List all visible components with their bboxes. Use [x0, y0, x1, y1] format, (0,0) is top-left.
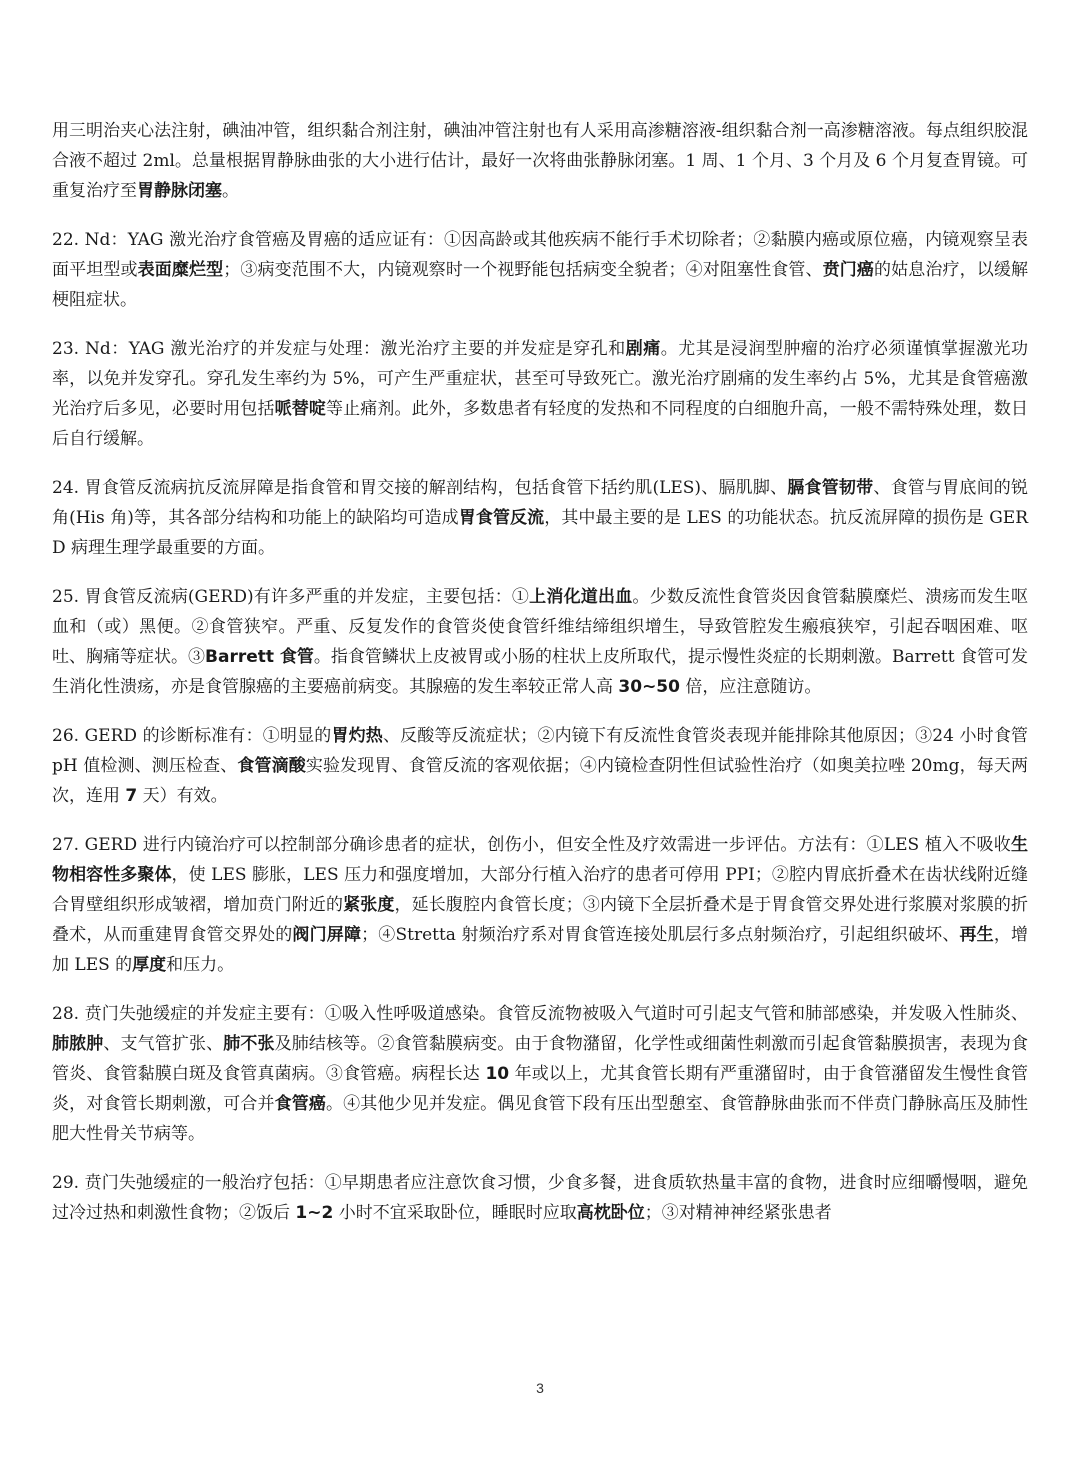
paragraph: [52, 1168, 1028, 1228]
text-run: 。尤其是浸润型肿瘤的治疗必须谨慎掌握激光功率，以免并发穿孔。穿孔发生率约为 5%，可产生严重症状，甚至可导致死亡。激光治疗剧痛的发生率约占 5%，尤其是食管癌激光治疗后多见，必要时用包括: [52, 339, 1029, 419]
bold-term: Barrett 食管: [205, 647, 314, 667]
text-run: 28. 贲门失弛缓症的并发症主要有：①吸入性呼吸道感染。食管反流物被吸入气道时可引起支气管和肺部感染，并发吸入性肺炎、: [52, 1004, 1028, 1024]
bold-term: 7: [125, 786, 138, 806]
text-run: 、食管与胃底间的锐角(His 角)等，其各部分结构和功能上的缺陷均可造成: [52, 478, 1029, 528]
text-run: 。少数反流性食管炎因食管黏膜糜烂、溃疡而发生呕血和（或）黑便。②食管狭窄。严重、反复发作的食管炎使食管纤维结缔组织增生，导致管腔发生瘢痕狭窄，引起吞咽困难、呕吐、胸痛等症状。③: [52, 587, 1029, 667]
text-run: 和压力。: [166, 955, 235, 975]
page-number: 3: [536, 1380, 544, 1396]
text-run: ；④Stretta 射频治疗系对胃食管连接处肌层行多点射频治疗，引起组织破坏、: [361, 925, 960, 945]
text-run: 天）有效。: [137, 786, 228, 806]
bold-term: 高枕卧位: [576, 1203, 645, 1223]
text-run: 29. 贲门失弛缓症的一般治疗包括：①早期患者应注意饮食习惯，少食多餐，进食质软热量丰富的食物，进食时应细嚼慢咽，避免过冷过热和刺激性食物；②饭后: [52, 1173, 1028, 1223]
text-run: 。④其他少见并发症。偶见食管下段有压出型憩室、食管静脉曲张而不伴贲门静脉高压及肺性肥大性骨关节病等。: [52, 1094, 1028, 1144]
bold-term: 胃灼热: [331, 726, 383, 746]
bold-term: 1~2: [295, 1203, 334, 1223]
bold-term: 剧痛: [625, 339, 661, 359]
text-run: 22. Nd：YAG 激光治疗食管癌及胃癌的适应证有：①因高龄或其他疾病不能行手术切除者；②黏膜内癌或原位癌，内镜观察呈表面平坦型或: [52, 230, 1028, 280]
paragraph: [52, 830, 1028, 980]
bold-term: 表面糜烂型: [137, 260, 224, 280]
text-run: 27. GERD 进行内镜治疗可以控制部分确诊患者的症状，创伤小，但安全性及疗效需进一步评估。方法有：①LES 植入不吸收: [52, 835, 1011, 855]
text-run: 24. 胃食管反流病抗反流屏障是指食管和胃交接的解剖结构，包括食管下括约肌(LES)、膈肌脚、: [52, 478, 788, 498]
paragraph: [52, 999, 1028, 1149]
bold-term: 30~50: [618, 677, 680, 697]
bold-term: 哌替啶: [274, 399, 326, 419]
bold-term: 肺脓肿: [52, 1034, 104, 1054]
paragraph: [52, 582, 1028, 702]
bold-term: 厚度: [132, 955, 167, 975]
paragraph: [52, 473, 1028, 563]
text-run: 年或以上，尤其食管长期有严重潴留时，由于食管潴留发生慢性食管炎，对食管长期刺激，可合并: [52, 1064, 1029, 1114]
bold-term: 食管癌: [274, 1094, 326, 1114]
bold-term: 胃食管反流: [458, 508, 545, 528]
document-body: [52, 116, 1028, 1247]
text-run: 23. Nd：YAG 激光治疗的并发症与处理：激光治疗主要的并发症是穿孔和: [52, 339, 626, 359]
bold-term: 上消化道出血: [529, 587, 633, 607]
text-run: 26. GERD 的诊断标准有：①明显的: [52, 726, 332, 746]
text-run: ，增加 LES 的: [52, 925, 1029, 975]
text-run: 25. 胃食管反流病(GERD)有许多严重的并发症，主要包括：①: [52, 587, 530, 607]
paragraph: [52, 225, 1028, 315]
text-run: 倍，应注意随访。: [679, 677, 822, 697]
bold-term: 10: [485, 1064, 510, 1084]
bold-term: 食管滴酸: [237, 756, 306, 776]
text-run: 及肺结核等。②食管黏膜病变。由于食物潴留，化学性或细菌性刺激而引起食管黏膜损害，表现为食管炎、食管黏膜白斑及食管真菌病。③食管癌。病程长达: [52, 1034, 1028, 1084]
bold-term: 肺不张: [223, 1034, 275, 1054]
bold-term: 紧张度: [343, 895, 395, 915]
text-run: 。: [222, 181, 239, 201]
bold-term: 生物相容性多聚体: [52, 835, 1028, 885]
text-run: 的姑息治疗，以缓解梗阻症状。: [52, 260, 1028, 310]
text-run: 实验发现胃、食管反流的客观依据；④内镜检查阴性但试验性治疗（如奥美拉唑 20mg，每天两次，连用: [52, 756, 1029, 806]
bold-term: 再生: [959, 925, 994, 945]
text-run: 。指食管鳞状上皮被胃或小肠的柱状上皮所取代，提示慢性炎症的长期刺激。Barrett 食管可发生消化性溃疡，亦是食管腺癌的主要癌前病变。其腺癌的发生率较正常人高: [52, 647, 1028, 697]
text-run: ；③病变范围不大，内镜观察时一个视野能包括病变全貌者；④对阻塞性食管、: [223, 260, 823, 280]
text-run: ；③对精神神经紧张患者: [644, 1203, 832, 1223]
paragraph: [52, 721, 1028, 811]
text-run: ，其中最主要的是 LES 的功能状态。抗反流屏障的损伤是 GERD 病理生理学最重要的方面。: [52, 508, 1028, 558]
text-run: 用三明治夹心法注射，碘油冲管，组织黏合剂注射，碘油冲管注射也有人采用高渗糖溶液-组织黏合剂一高渗糖溶液。每点组织胶混合液不超过 2ml。总量根据胃静脉曲张的大小进行估计，最好一次将曲张静脉闭塞。1 周、1 个月、3 个月及 6 个月复查胃镜。可重复治疗至: [52, 121, 1028, 201]
bold-term: 阀门屏障: [292, 925, 362, 945]
text-run: 、反酸等反流症状；②内镜下有反流性食管炎表现并能排除其他原因；③24 小时食管 pH 值检测、测压检查、: [52, 726, 1029, 776]
paragraph: [52, 116, 1028, 206]
text-run: ，延长腹腔内食管长度；③内镜下全层折叠术是于胃食管交界处进行浆膜对浆膜的折叠术，从而重建胃食管交界处的: [52, 895, 1028, 945]
text-run: 小时不宜采取卧位，睡眠时应取: [333, 1203, 577, 1223]
bold-term: 胃静脉闭塞: [137, 181, 222, 201]
bold-term: 膈食管韧带: [787, 478, 874, 498]
bold-term: 贲门癌: [822, 260, 874, 280]
paragraph: [52, 334, 1028, 454]
text-run: 、支气管扩张、: [103, 1034, 224, 1054]
text-run: 等止痛剂。此外，多数患者有轻度的发热和不同程度的白细胞升高，一般不需特殊处理，数日后自行缓解。: [52, 399, 1028, 449]
text-run: ，使 LES 膨胀，LES 压力和强度增加，大部分行植入治疗的患者可停用 PPI；②腔内胃底折叠术在齿状线附近缝合胃壁组织形成皱褶，增加贲门附近的: [52, 865, 1028, 915]
